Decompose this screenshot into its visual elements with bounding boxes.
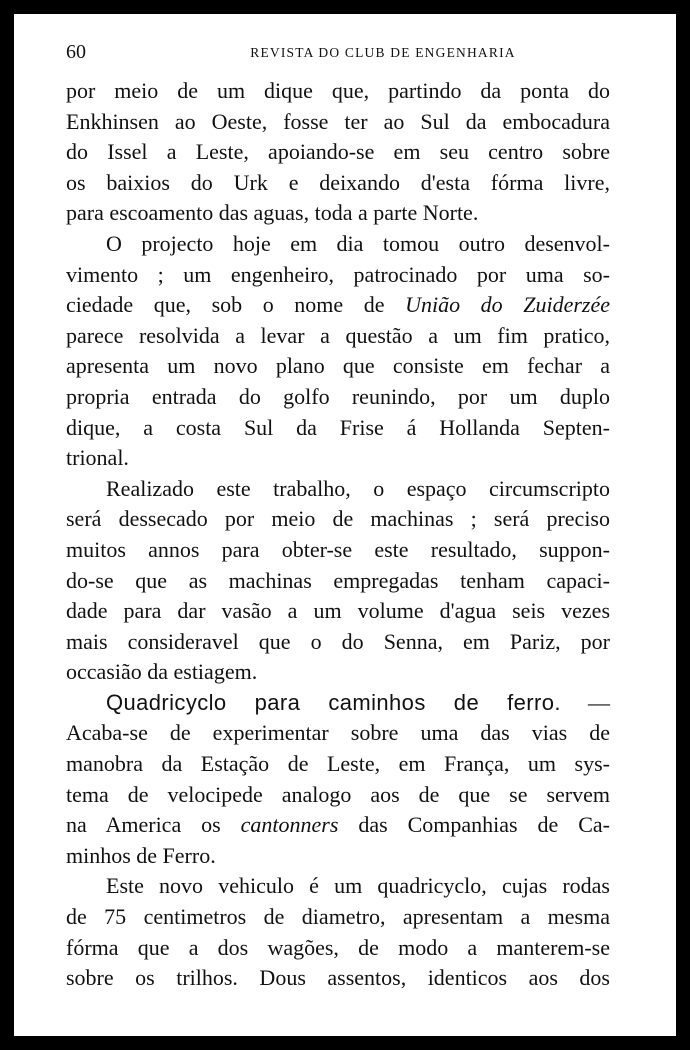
paragraph-3 <box>66 474 610 688</box>
page-number: 60 <box>66 41 86 63</box>
text-line: O projecto hoje em dia tomou outro desenvol- <box>106 230 610 256</box>
text-line: fórma que a dos wagões, de modo a manterem-se <box>66 934 610 960</box>
body-text <box>66 76 610 994</box>
italic-name-uniao-do-zuiderzee: União do Zuiderzée <box>405 292 611 318</box>
text-line: minhos de Ferro. <box>66 842 216 868</box>
text-line: Acaba-se de experimentar sobre uma das vias de <box>66 720 610 746</box>
text-line: mais consideravel que o do Senna, em Pariz, por <box>66 628 610 654</box>
text-line <box>66 290 610 321</box>
text-line: manobra da Estação de Leste, em França, um sys- <box>66 751 610 777</box>
text-line: dique, a costa Sul da Frise á Hollanda Septen- <box>66 414 610 440</box>
text-line: vimento ; um engenheiro, patrocinado por uma so- <box>66 261 610 287</box>
text-line: por meio de um dique que, partindo da ponta do <box>66 78 610 103</box>
text-line: trional. <box>66 445 129 471</box>
text-line: Este novo vehiculo é um quadricyclo, cujas rodas <box>106 873 610 899</box>
text-line <box>66 810 610 841</box>
text-line: apresenta um novo plano que consiste em fechar a <box>66 353 610 379</box>
paragraph-5 <box>66 871 610 993</box>
text-line: parece resolvida a levar a questão a um fim pratico, <box>66 322 610 348</box>
text-line: do-se que as machinas empregadas tenham capaci- <box>66 567 610 593</box>
text-fragment: ciedade que, sob o nome de <box>66 292 406 318</box>
title-dash: — <box>560 689 610 715</box>
text-line: occasião da estiagem. <box>66 659 258 685</box>
text-line: tema de velocipede analogo aos de que se servem <box>66 781 610 807</box>
text-fragment: das Companhias de Ca- <box>338 812 610 838</box>
paragraph-2 <box>66 229 610 474</box>
text-line: sobre os trilhos. Dous assentos, identicos aos dos <box>66 965 610 991</box>
text-fragment: na America os <box>66 812 241 838</box>
text-line: os baixios do Urk e deixando d'esta fórma livre, <box>66 169 610 195</box>
text-line: do Issel a Leste, apoiando-se em seu centro sobre <box>66 139 610 165</box>
scanned-page <box>14 14 676 1036</box>
text-line: dade para dar vasão a um volume d'agua seis vezes <box>66 598 610 624</box>
text-line: será dessecado por meio de machinas ; será preciso <box>66 506 610 532</box>
text-line: Enkhinsen ao Oeste, fosse ter ao Sul da embocadura <box>66 108 610 134</box>
text-line: muitos annos para obter-se este resultado, suppon- <box>66 536 610 562</box>
running-title: REVISTA DO CLUB DE ENGENHARIA <box>250 45 516 60</box>
paragraph-4 <box>66 688 610 872</box>
text-line: de 75 centimetros de diametro, apresentam a mesma <box>66 904 610 930</box>
section-title: Quadricyclo para caminhos de ferro. <box>106 689 561 715</box>
text-line <box>66 688 610 719</box>
paragraph-1 <box>66 76 610 229</box>
text-line: para escoamento das aguas, toda a parte Norte. <box>66 200 479 226</box>
text-line: Realizado este trabalho, o espaço circumscripto <box>106 475 610 501</box>
page-header <box>66 41 628 71</box>
text-line: propria entrada do golfo reunindo, por um duplo <box>66 383 610 409</box>
italic-term-cantonners: cantonners <box>240 812 339 838</box>
